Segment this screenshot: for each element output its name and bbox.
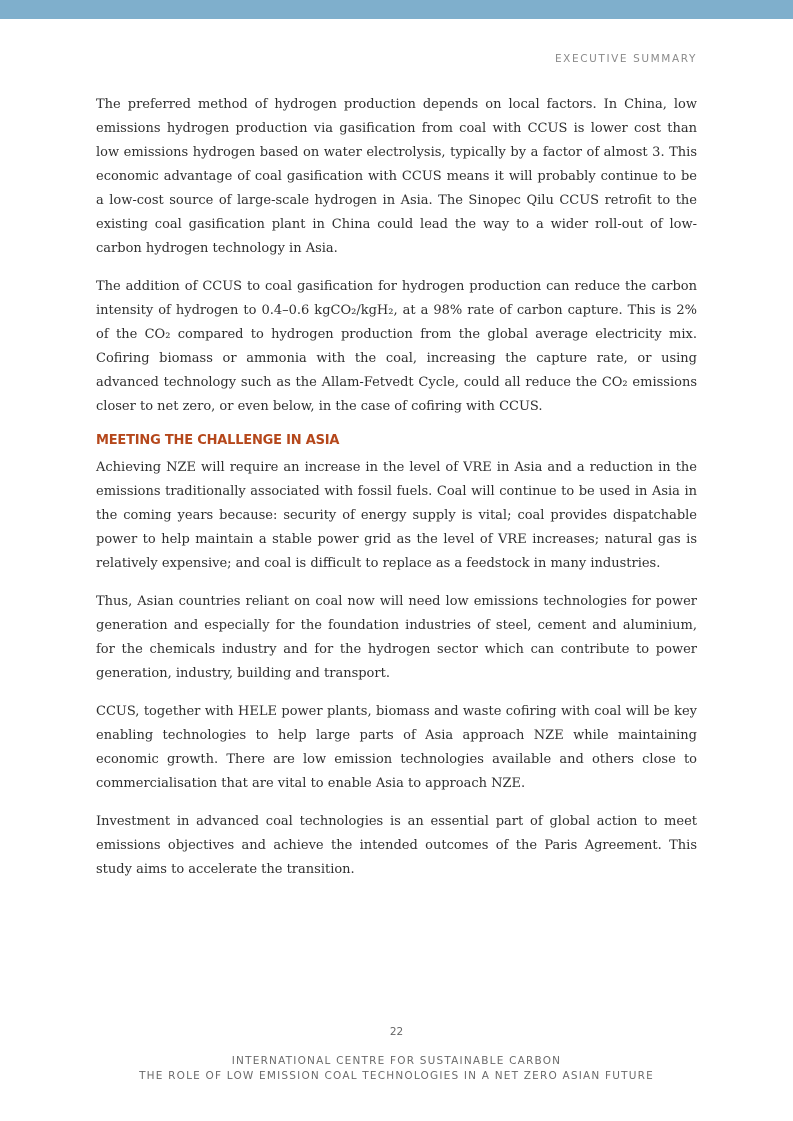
- main-content: [96, 93, 697, 896]
- section-label: EXECUTIVE SUMMARY: [554, 53, 697, 65]
- paragraph-1: The preferred method of hydrogen production depends on local factors. In China, low emissions hydrogen production via gasification from coal with CCUS is lower cost than low emissions hydrogen based on water electrolysis, typically by a factor of almost 3. This economic advantage of coal gasification with CCUS means it will probably continue to be a low-cost source of large-scale hydrogen in Asia. The Sinopec Qilu CCUS retrofit to the existing coal gasification plant in China could lead the way to a wider roll-out of low-carbon hydrogen technology in Asia.: [96, 97, 697, 256]
- section-heading: MEETING THE CHALLENGE IN ASIA: [96, 433, 340, 448]
- paragraph-4: Thus, Asian countries reliant on coal now will need low emissions technologies for power generation and especially for the foundation industries of steel, cement and aluminium, for the chemicals industry and for the hydrogen sector which can contribute to power generation, industry, building and transport.: [96, 594, 697, 681]
- footer: [0, 1054, 793, 1084]
- footer-report-title: THE ROLE OF LOW EMISSION COAL TECHNOLOGIES IN A NET ZERO ASIAN FUTURE: [139, 1070, 654, 1082]
- paragraph-3: Achieving NZE will require an increase in the level of VRE in Asia and a reduction in the emissions traditionally associated with fossil fuels. Coal will continue to be used in Asia in the coming years because: security of energy supply is vital; coal provides dispatchable power to help maintain a stable power grid as the level of VRE increases; natural gas is relatively expensive; and coal is difficult to replace as a feedstock in many industries.: [96, 460, 697, 571]
- paragraph-2: The addition of CCUS to coal gasification for hydrogen production can reduce the carbon intensity of hydrogen to 0.4–0.6 kgCO₂/kgH₂, at a 98% rate of carbon capture. This is 2% of the CO₂ compared to hydrogen production from the global average electricity mix. Cofiring biomass or ammonia with the coal, increasing the capture rate, or using advanced technology such as the Allam-Fetvedt Cycle, could all reduce the CO₂ emissions closer to net zero, or even below, in the case of cofiring with CCUS.: [96, 279, 697, 414]
- top-color-band: [0, 0, 793, 19]
- paragraph-6: Investment in advanced coal technologies is an essential part of global action to meet emissions objectives and achieve the intended outcomes of the Paris Agreement. This study aims to accelerate the transition.: [96, 814, 697, 877]
- footer-organization: INTERNATIONAL CENTRE FOR SUSTAINABLE CARBON: [231, 1055, 562, 1067]
- paragraph-5: CCUS, together with HELE power plants, biomass and waste cofiring with coal will be key enabling technologies to help large parts of Asia approach NZE while maintaining economic growth. There are low emission technologies available and others close to commercialisation that are vital to enable Asia to approach NZE.: [96, 704, 697, 791]
- page-number: 22: [389, 1026, 404, 1038]
